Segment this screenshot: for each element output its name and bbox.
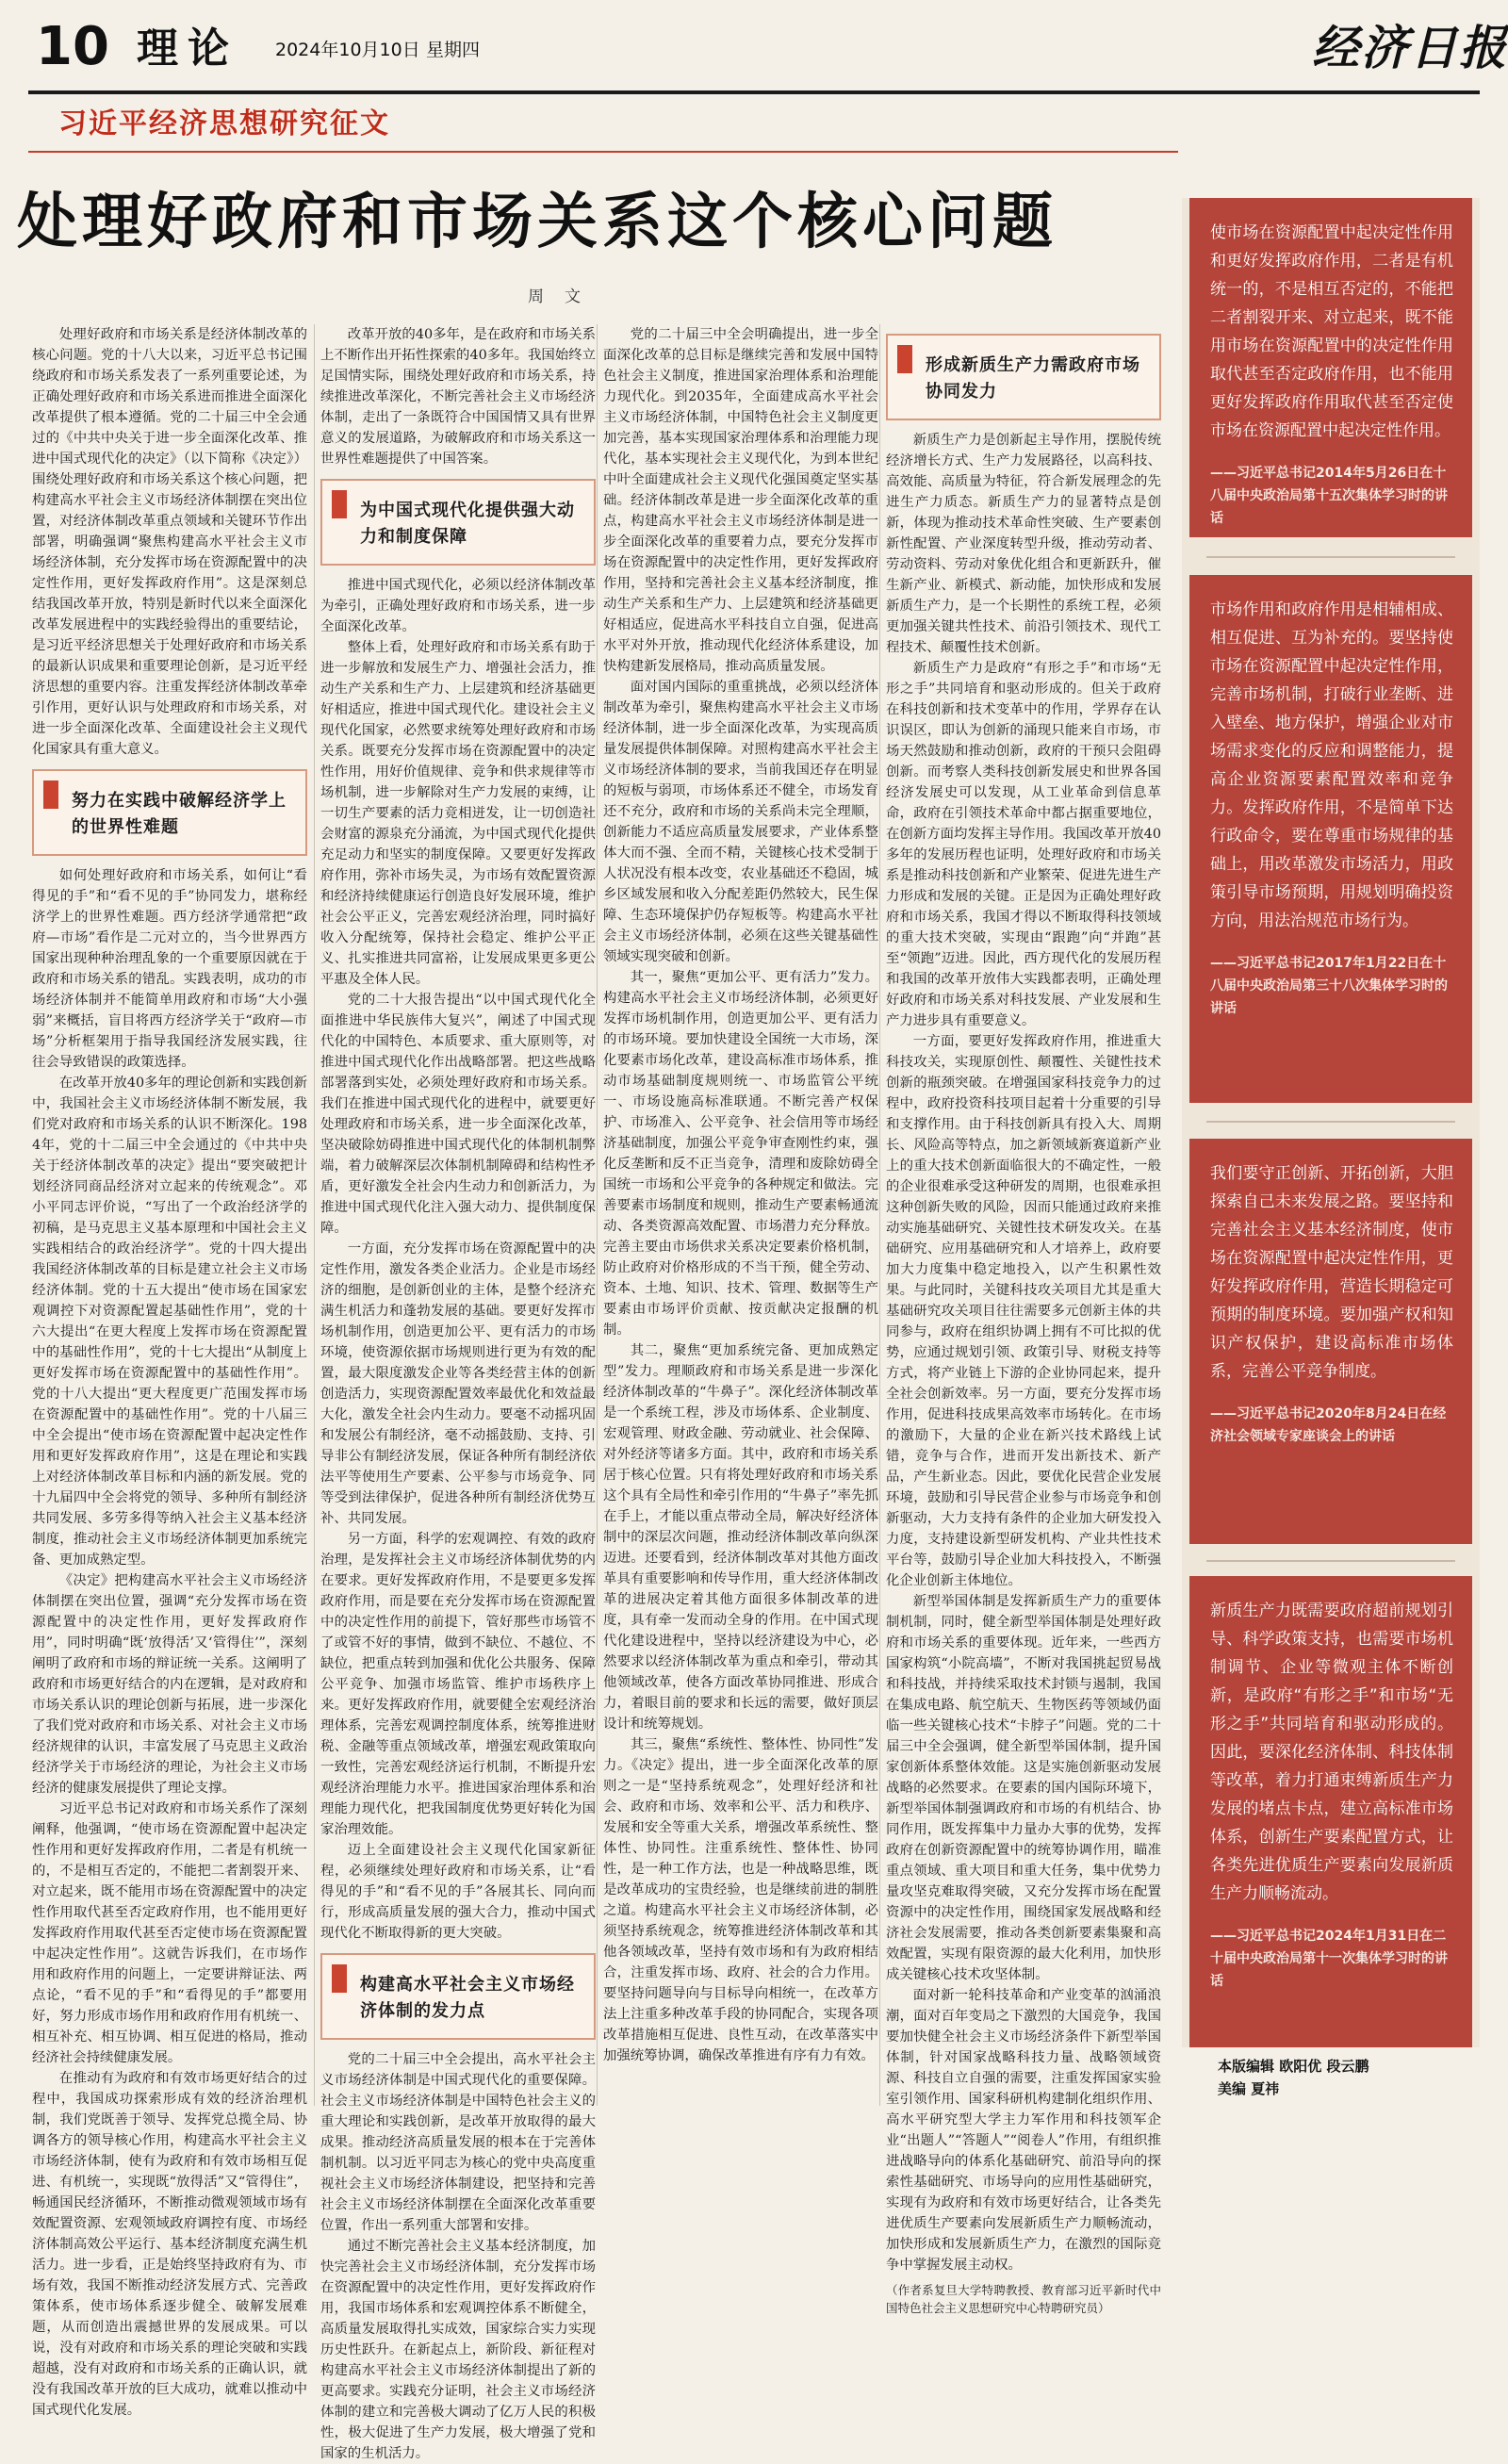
quote-source: ——习近平总书记2024年1月31日在二十届中央政治局第十一次集体学习时的讲话 <box>1210 1929 1448 1989</box>
article-paragraph: 处理好政府和市场关系是经济体制改革的核心问题。党的十八大以来，习近平总书记围绕政府和市场关系发表了一系列重要论述，为正确处理好政府和市场关系进而推进全面深化改革提供了根本遵循。党的二十届三中全会通过的《中共中央关于进一步全面深化改革、推进中国式现代化的决定》（以下简称《决定》）围绕处理好政府和市场关系这个核心问题，把构建高水平社会主义市场经济体制摆在突出位置，对经济体制改革重点领域和关键环节作出部署，明确强调“聚焦构建高水平社会主义市场经济体制，充分发挥市场在资源配置中的决定性作用，更好发挥政府作用”。这是深刻总结我国改革开放，特别是新时代以来全面深化改革发展进程中的实践经验得出的重要结论，是习近平经济思想关于处理好政府和市场关系的最新认识成果和重要理论创新，是习近平经济思想的重要内容。注重发挥经济体制改革牵引作用，更好认识与处理政府和市场关系，对进一步全面深化改革、全面建设社会主义现代化国家具有重大意义。 <box>32 327 307 757</box>
article-paragraph: 面对国内国际的重重挑战，必须以经济体制改革为牵引，聚焦构建高水平社会主义市场经济体制，进一步全面深化改革，为实现高质量发展提供体制保障。对照构建高水平社会主义市场经济体制的要求，当前我国还存在明显的短板与弱项，市场体系还不健全，市场发育还不充分，政府和市场的关系尚未完全理顺，创新能力不适应高质量发展要求，产业体系整体大而不强、全而不精，关键核心技术受制于人状况没有根本改变，农业基础还不稳固，城乡区域发展和收入分配差距仍然较大，民生保障、生态环境保护仍存短板等。构建高水平社会主义市场经济体制，必须在这些关键基础性领域实现突破和创新。 <box>603 680 878 964</box>
column-label: 习近平经济思想研究征文 <box>58 107 390 140</box>
article-paragraph: 党的二十届三中全会明确提出，进一步全面深化改革的总目标是继续完善和发展中国特色社会主义制度，推进国家治理体系和治理能力现代化。到2035年，全面建成高水平社会主义市场经济体制，中国特色社会主义制度更加完善，基本实现国家治理体系和治理能力现代化，基本实现社会主义现代化，为到本世纪中叶全面建成社会主义现代化强国奠定坚实基础。经济体制改革是进一步全面深化改革的重点，构建高水平社会主义市场经济体制是进一步全面深化改革的重要着力点，要充分发挥市场在资源配置中的决定性作用，更好发挥政府作用，坚持和完善社会主义基本经济制度，推动生产关系和生产力、上层建筑和经济基础更好相适应，促进高水平科技自立自强，促进高水平对外开放，推动现代化经济体系建设，加快构建新发展格局，推动高质量发展。 <box>603 327 878 674</box>
quote-text: 市场作用和政府作用是相辅相成、相互促进、互为补充的。要坚持使市场在资源配置中起决定性作用，完善市场机制，打破行业垄断、进入壁垒、地方保护，增强企业对市场需求变化的反应和调整能力，提高企业资源要素配置效率和竞争力。发挥政府作用，不是简单下达行政命令，要在尊重市场规律的基础上，用改革激发市场活力，用政策引导市场预期，用规划明确投资方向，用法治规范市场行为。 <box>1210 600 1453 930</box>
article-paragraph: 推进中国式现代化，必须以经济体制改革为牵引，正确处理好政府和市场关系，进一步全面深化改革。 <box>320 578 596 634</box>
issue-date: 2024年10月10日 <box>275 40 420 60</box>
article-column-1 <box>32 324 307 2418</box>
article-paragraph: 迈上全面建设社会主义现代化国家新征程，必须继续处理好政府和市场关系，让“看得见的手”和“看不见的手”各展其长、同向而行，形成高质量发展的强大合力，推动中国式现代化不断取得新的更大突破。 <box>320 1843 596 1941</box>
article-paragraph: 如何处理好政府和市场关系，如何让“看得见的手”和“看不见的手”协同发力，堪称经济学上的世界性难题。西方经济学通常把“政府—市场”看作是二元对立的，当今世界西方国家出现种种治理乱象的一个重要原因就在于政府和市场关系的错乱。实践表明，成功的市场经济体制并不能简单用政府和市场“大小强弱”来概括，盲目将西方经济学关于“政府—市场”分析框架用于指导我国经济发展实践，往往会导致错误的政策选择。 <box>32 868 307 1070</box>
quote-box <box>1189 1576 1472 2047</box>
article-paragraph: 新质生产力是创新起主导作用，摆脱传统经济增长方式、生产力发展路径，以高科技、高效能、高质量为特征，符合新发展理念的先进生产力质态。新质生产力的显著特点是创新，体现为推动技术革命性突破、生产要素创新性配置、产业深度转型升级，推动劳动者、劳动资料、劳动对象优化组合和更新跃升，催生新产业、新模式、新动能，加快形成和发展新质生产力，是一个长期性的系统工程，必须更加强关键共性技术、前沿引领技术、现代工程技术、颠覆性技术创新。 <box>886 433 1161 655</box>
quote-source: ——习近平总书记2020年8月24日在经济社会领域专家座谈会上的讲话 <box>1210 1406 1447 1444</box>
article-paragraph: 党的二十大报告提出“以中国式现代化全面推进中华民族伟大复兴”，阐述了中国式现代化的中国特色、本质要求、重大原则等，对推进中国式现代化作出战略部署。把这些战略部署落到实处，必须处理好政府和市场关系。我们在推进中国式现代化的进程中，就要更好处理政府和市场关系，进一步全面深化改革，坚决破除妨碍推进中国式现代化的体制机制弊端，着力破解深层次体制机制障碍和结构性矛盾，更好激发全社会内生动力和创新活力，为推进中国式现代化注入强大动力、提供制度保障。 <box>320 993 596 1236</box>
article-paragraph: 另一方面，科学的宏观调控、有效的政府治理，是发挥社会主义市场经济体制优势的内在要求。更好发挥政府作用，不是要更多发挥政府作用，而是要在充分发挥市场在资源配置中的决定性作用的前提下，管好那些市场管不了或管不好的事情，做到不缺位、不越位、不缺位，把重点转到加强和优化公共服务、保障公平竞争、加强市场监管、维护市场秩序上来。更好发挥政府作用，就要健全宏观经济治理体系，完善宏观调控制度体系，统筹推进财税、金融等重点领域改革，增强宏观政策取向一致性，完善宏观经济运行机制，不断提升宏观经济治理能力水平。推进国家治理体系和治理能力现代化，把我国制度优势更好转化为国家治理效能。 <box>320 1532 596 1837</box>
issue-weekday: 星期四 <box>426 40 481 60</box>
subheading-box <box>886 334 1161 420</box>
article-paragraph: 其二，聚焦“更加系统完备、更加成熟定型”发力。理顺政府和市场关系是进一步深化经济体制改革的“牛鼻子”。深化经济体制改革是一个系统工程，涉及市场体系、企业制度、宏观管理、财政金融、劳动就业、社会保障、对外经济等诸多方面。其中，政府和市场关系居于核心位置。只有将处理好政府和市场关系这个具有全局性和牵引作用的“牛鼻子”率先抓在手上，才能以重点带动全局，解决好经济体制中的深层次问题，推动经济体制改革向纵深迈进。还要看到，经济体制改革对其他方面改革具有重要影响和传导作用，重大经济体制改革的进展决定着其他方面很多体制改革的进度，具有牵一发而动全身的作用。在中国式现代化建设进程中，坚持以经济建设为中心，必然要求以经济体制改革为重点和牵引，带动其他领域改革，使各方面改革协同推进、形成合力，着眼目前的要求和长远的需要，做好顶层设计和统筹规划。 <box>603 1343 878 1732</box>
header-rule <box>28 90 1480 94</box>
subheading-box <box>320 479 596 566</box>
quote-source: ——习近平总书记2017年1月22日在十八届中央政治局第三十八次集体学习时的讲话 <box>1210 956 1448 1016</box>
article-column-4 <box>886 324 1161 2315</box>
quote-divider <box>1206 1560 1455 1562</box>
article-paragraph: 面对新一轮科技革命和产业变革的汹涌浪潮，面对百年变局之下激烈的大国竞争，我国要加快健全社会主义市场经济条件下新型举国体制，针对国家战略科技力量、战略领域资源、科技自立自强的需要，注重发挥国家实验室引领作用、国家科研机构建制化组织作用、高水平研究型大学主力军作用和科技领军企业“出题人”“答题人”“阅卷人”作用，有组织推进战略导向的体系化基础研究、前沿导向的探索性基础研究、市场导向的应用性基础研究，实现有为政府和有效市场更好结合，让各类先进优质生产要素向发展新质生产力顺畅流动，加快形成和发展新质生产力，在激烈的国际竞争中掌握发展主动权。 <box>886 1988 1161 2273</box>
article-paragraph: 新质生产力是政府“有形之手”和市场“无形之手”共同培育和驱动形成的。但关于政府在科技创新和技术变革中的作用，学界存在认识误区，即认为创新的涌现只能来自市场，市场天然鼓励和推动创新，政府的干预只会阻碍创新。而考察人类科技创新发展史和世界各国经济发展史可以发现，从工业革命到信息革命，政府在引领技术革命中都占据重要地位，在创新方面均发挥主导作用。我国改革开放40多年的发展历程也证明，处理好政府和市场关系是推动科技创新和产业繁荣、促进先进生产力形成和发展的关键。正是因为正确处理好政府和市场关系，我国才得以不断取得科技领域的重大技术突破，实现由“跟跑”向“并跑”甚至“领跑”迈进。因此，西方现代化的发展历程和我国的改革开放伟大实践都表明，正确处理好政府和市场关系对科技发展、产业发展和生产力进步具有重要意义。 <box>886 661 1161 1028</box>
column-rule <box>28 151 1178 153</box>
page-number: 10 <box>36 16 109 77</box>
article-paragraph: 在改革开放40多年的理论创新和实践创新中，我国社会主义市场经济体制不断发展，我们党对政府和市场关系的认识不断深化。1984年，党的十二届三中全会通过的《中共中央关于经济体制改革的决定》提出“要突破把计划经济同商品经济对立起来的传统观念”。邓小平同志评价说，“写出了一个政治经济学的初稿，是马克思主义基本原理和中国社会主义实践相结合的政治经济学”。党的十四大提出我国经济体制改革的目标是建立社会主义市场经济体制。党的十五大提出“使市场在国家宏观调控下对资源配置起基础性作用”，党的十六大提出“在更大程度上发挥市场在资源配置中的基础性作用”，党的十七大提出“从制度上更好发挥市场在资源配置中的基础性作用”。党的十八大提出“更大程度更广范围发挥市场在资源配置中的基础性作用”。党的十八届三中全会提出“使市场在资源配置中起决定性作用和更好发挥政府作用”，这是在理论和实践上对经济体制改革目标和内涵的新发展。党的十九届四中全会将党的领导、多种所有制经济共同发展、多劳多得等纳入社会主义基本经济制度，推动社会主义市场经济体制更加系统完备、更加成熟定型。 <box>32 1076 307 1568</box>
editor-line: 美编 夏祎 <box>1218 2080 1280 2097</box>
article-paragraph: 新型举国体制是发挥新质生产力的重要体制机制，同时，健全新型举国体制是处理好政府和市场关系的重要体现。近年来，一些西方国家构筑“小院高墙”，不断对我国挑起贸易战和科技战，并持续采取技术封锁与遏制，我国在集成电路、航空航天、生物医药等领域仍面临一些关键核心技术“卡脖子”问题。党的二十届三中全会强调，健全新型举国体制，提升国家创新体系整体效能。这是实施创新驱动发展战略的必然要求。在要素的国内国际环境下，新型举国体制强调政府和市场的有机结合、协同作用，既发挥集中力量办大事的优势，发挥政府在创新资源配置中的统筹协调作用，瞄准重点领域、重大项目和重大任务，集中优势力量攻坚克难取得突破，又充分发挥市场在配置资源中的决定性作用，围绕国家发展战略和经济社会发展需要，推动各类创新要素集聚和高效配置，实现有限资源的最大化利用，加快形成关键核心技术攻坚体制。 <box>886 1594 1161 1982</box>
article-paragraph: 《决定》把构建高水平社会主义市场经济体制摆在突出位置，强调“充分发挥市场在资源配置中的决定性作用，更好发挥政府作用”，同时明确“既‘放得活’又‘管得住’”，深刻阐明了政府和市场的辩证统一关系。这阐明了政府和市场更好结合的内在逻辑，是对政府和市场关系认识的理论创新与拓展，进一步深化了我们党对政府和市场关系、对社会主义市场经济规律的认识，丰富发展了马克思主义政治经济学关于市场经济的理论，为社会主义市场经济的健康发展提供了理论支撑。 <box>32 1573 307 1796</box>
article-paragraph: 一方面，充分发挥市场在资源配置中的决定性作用，激发各类企业活力。企业是市场经济的细胞，是创新创业的主体，是整个经济充满生机活力和蓬勃发展的基础。要更好发挥市场机制作用，创造更加公平、更有活力的市场环境，使资源依据市场规则进行更为有效的配置，最大限度激发企业等各类经营主体的创新创造活力，实现资源配置效率最优化和效益最大化，激发全社会内生动力。要毫不动摇巩固和发展公有制经济，毫不动摇鼓励、支持、引导非公有制经济发展，保证各种所有制经济依法平等使用生产要素、公平参与市场竞争、同等受到法律保护，促进各种所有制经济优势互补、共同发展。 <box>320 1241 596 1526</box>
article-paragraph: 一方面，要更好发挥政府作用，推进重大科技攻关，实现原创性、颠覆性、关键性技术创新的瓶颈突破。在增强国家科技竞争力的过程中，政府投资科技项目起着十分重要的引导和支撑作用。由于科技创新具有投入大、周期长、风险高等特点，加之新领域新赛道新产业上的重大技术创新面临很大的不确定性，一般的企业很难承受这种研发的周期，也很难承担这种创新失败的风险，因而只能通过政府来推动实施基础研究、关键性技术研发攻关。在基础研究、应用基础研究和人才培养上，政府要加大力度集中稳定地投入，以产生积累性效果。与此同时，关键科技攻关项目尤其是重大基础研究攻关项目往往需要多元创新主体的共同参与，政府在组织协调上拥有不可比拟的优势，应通过规划引领、政策引导、财税支持等方式，将产业链上下游的企业协同起来，提升全社会创新效率。另一方面，要充分发挥市场作用，促进科技成果高效率市场转化。在市场的激励下，大量的企业在新兴技术路线上试错，竞争与合作，进而开发出新技术、新产品，产生新业态。因此，要优化民营企业发展环境，鼓励和引导民营企业参与市场竞争和创新驱动，大力支持有条件的企业加大研发投入力度，支持建设新型研发机构、产业共性技术平台等，鼓励引导企业加大科技投入，不断强化企业创新主体地位。 <box>886 1034 1161 1588</box>
article-paragraph: 其一，聚焦“更加公平、更有活力”发力。构建高水平社会主义市场经济体制，必须更好发挥市场机制作用，创造更加公平、更有活力的市场环境。要加快建设全国统一大市场，深化要素市场化改革，建设高标准市场体系，推动市场基础制度规则统一、市场监管公平统一、市场设施高标准联通。不断完善产权保护、市场准入、公平竞争、社会信用等市场经济基础制度，加强公平竞争审查刚性约束，强化反垄断和反不正当竞争，清理和废除妨碍全国统一市场和公平竞争的各种规定和做法。完善要素市场制度和规则，推动生产要素畅通流动、各类资源高效配置、市场潜力充分释放。完善主要由市场供求关系决定要素价格机制，防止政府对价格形成的不当干预，健全劳动、资本、土地、知识、技术、管理、数据等生产要素由市场评价贡献、按贡献决定报酬的机制。 <box>603 970 878 1338</box>
article-paragraph: 在推动有为政府和有效市场更好结合的过程中，我国成功探索形成有效的经济治理机制，我们党既善于领导、发挥党总揽全局、协调各方的领导核心作用，构建高水平社会主义市场经济体制，使有为政府和有效市场相互促进、有机统一，实现既“放得活”又“管得住”，畅通国民经济循环，不断推动微观领域市场有效配置资源、宏观领域政府调控有度、市场经济体制高效公平运行、基本经济制度充满生机活力。进一步看，正是始终坚持政府有为、市场有效，我国不断推动经济发展方式、完善政策体系，使市场体系逐步健全、破解发展难题，从而创造出震撼世界的发展成果。可以说，没有对政府和市场关系的理论突破和实践超越，没有对政府和市场关系的正确认识，就没有我国改革开放的巨大成功，就难以推动中国式现代化发展。 <box>32 2071 307 2418</box>
quote-box <box>1189 198 1472 537</box>
article-headline: 处理好政府和市场关系这个核心问题 <box>17 187 1057 257</box>
section-title: 理论 <box>137 25 238 73</box>
article-column-3 <box>603 324 878 2106</box>
subheading-text: 为中国式现代化提供强大动力和制度保障 <box>360 501 575 547</box>
article-byline: 周文 <box>528 287 601 306</box>
editor-line: 本版编辑 欧阳优 段云鹏 <box>1218 2058 1369 2075</box>
article-paragraph: 通过不断完善社会主义基本经济制度，加快完善社会主义市场经济体制，充分发挥市场在资源配置中的决定性作用，更好发挥政府作用，我国市场体系和宏观调控体系不断健全，高质量发展取得扎实成效，国家综合实力实现历史性跃升。在新起点上，新阶段、新征程对构建高水平社会主义市场经济体制提出了新的更高要求。实践充分证明，社会主义市场经济体制的建立和完善极大调动了亿万人民的积极性，极大促进了生产力发展，极大增强了党和国家的生机活力。 <box>320 2239 596 2461</box>
author-note: （作者系复旦大学特聘教授、教育部习近平新时代中国特色社会主义思想研究中心特聘研究员） <box>886 2283 1161 2315</box>
article-column-2 <box>320 324 596 2461</box>
newspaper-logo: 经济日报 <box>1312 20 1508 75</box>
quote-text: 新质生产力既需要政府超前规划引导、科学政策支持，也需要市场机制调节、企业等微观主体不断创新，是政府“有形之手”和市场“无形之手”共同培育和驱动形成的。因此，要深化经济体制、科技体制等改革，着力打通束缚新质生产力发展的堵点卡点，建立高标准市场体系，创新生产要素配置方式，让各类先进优质生产要素向发展新质生产力顺畅流动。 <box>1210 1602 1453 1903</box>
editor-credits <box>1218 2055 1472 2100</box>
subheading-text: 形成新质生产力需政府市场协同发力 <box>926 355 1140 402</box>
quote-box <box>1189 1139 1472 1544</box>
column-divider <box>597 324 598 2106</box>
subheading-text: 构建高水平社会主义市场经济体制的发力点 <box>360 1975 575 2021</box>
column-divider <box>879 324 880 2106</box>
quote-text: 使市场在资源配置中起决定性作用和更好发挥政府作用，二者是有机统一的，不是相互否定的，不能把二者割裂开来、对立起来，既不能用市场在资源配置中的决定性作用取代甚至否定政府作用，也不能用更好发挥政府作用取代甚至否定使市场在资源配置中起决定性作用。 <box>1210 223 1453 440</box>
subheading-box <box>320 1953 596 2040</box>
column-divider <box>314 324 315 2106</box>
quote-divider <box>1206 556 1455 558</box>
quote-divider <box>1206 1121 1455 1123</box>
subheading-box <box>32 769 307 856</box>
article-paragraph: 习近平总书记对政府和市场关系作了深刻阐释，他强调，“使市场在资源配置中起决定性作用和更好发挥政府作用，二者是有机统一的，不是相互否定的，不能把二者割裂开来、对立起来，既不能用市场在资源配置中的决定性作用取代甚至否定政府作用，也不能用更好发挥政府作用取代甚至否定使市场在资源配置中起决定性作用”。这就告诉我们，在市场作用和政府作用的问题上，一定要讲辩证法、两点论，“看不见的手”和“看得见的手”都要用好，努力形成市场作用和政府作用有机统一、相互补充、相互协调、相互促进的格局，推动经济社会持续健康发展。 <box>32 1801 307 2065</box>
quote-box <box>1189 575 1472 1103</box>
article-paragraph: 整体上看，处理好政府和市场关系有助于进一步解放和发展生产力、增强社会活力，推动生产关系和生产力、上层建筑和经济基础更好相适应，推进中国式现代化。建设社会主义现代化国家，必然要求统筹处理好政府和市场关系。既要充分发挥市场在资源配置中的决定性作用，用好价值规律、竞争和供求规律等市场机制，进一步解除对生产力发展的束缚，让一切生产要素的活力竞相迸发，让一切创造社会财富的源泉充分涌流，为中国式现代化提供充足动力和坚实的制度保障。又要更好发挥政府作用，弥补市场失灵，为市场有效配置资源和经济持续健康运行创造良好发展环境，维护社会公平正义，完善宏观经济治理，同时搞好收入分配统筹，保持社会稳定、维护公平正义、扎实推进共同富裕，让发展成果更多更公平惠及全体人民。 <box>320 640 596 987</box>
article-paragraph: 其三，聚焦“系统性、整体性、协同性”发力。《决定》提出，进一步全面深化改革的原则之一是“坚持系统观念”，处理好经济和社会、政府和市场、效率和公平、活力和秩序、发展和安全等重大关系，增强改革系统性、整体性、协同性。注重系统性、整体性、协同性，是一种工作方法，也是一种战略思维，既是改革成功的宝贵经验，也是继续前进的制胜之道。构建高水平社会主义市场经济体制，必须坚持系统观念，统筹推进经济体制改革和其他各领域改革，坚持有效市场和有为政府相结合，注重发挥市场、政府、社会的合力作用。要坚持问题导向与目标导向相统一，在改革方法上注重多种改革手段的协同配合，实现各项改革措施相互促进、良性互动，在改革落实中加强统筹协调，确保改革推进有序有力有效。 <box>603 1737 878 2063</box>
subheading-text: 努力在实践中破解经济学上的世界性难题 <box>72 791 287 837</box>
article-paragraph: 党的二十届三中全会提出，高水平社会主义市场经济体制是中国式现代化的重要保障。社会主义市场经济体制是中国特色社会主义的重大理论和实践创新，是改革开放取得的最大成果。推动经济高质量发展的根本在于完善体制机制。以习近平同志为核心的党中央高度重视社会主义市场经济体制建设，把坚持和完善社会主义市场经济体制摆在全面深化改革重要位置，作出一系列重大部署和安排。 <box>320 2052 596 2233</box>
quote-text: 我们要守正创新、开拓创新，大胆探索自己未来发展之路。要坚持和完善社会主义基本经济制度，使市场在资源配置中起决定性作用，更好发挥政府作用，营造长期稳定可预期的制度环境。要加强产权和知识产权保护，建设高标准市场体系，完善公平竞争制度。 <box>1210 1164 1453 1381</box>
quote-source: ——习近平总书记2014年5月26日在十八届中央政治局第十五次集体学习时的讲话 <box>1210 466 1448 526</box>
article-paragraph: 改革开放的40多年，是在政府和市场关系上不断作出开拓性探索的40多年。我国始终立足国情实际，围绕处理好政府和市场关系，持续推进改革深化，不断完善社会主义市场经济体制，走出了一条既符合中国国情又具有世界意义的发展道路，为破解政府和市场关系这一世界性难题提供了中国答案。 <box>320 327 596 467</box>
